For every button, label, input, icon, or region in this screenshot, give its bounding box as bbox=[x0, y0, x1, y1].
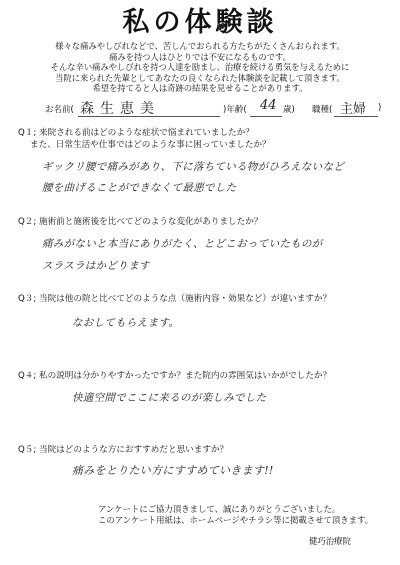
age-suffix: 歳) bbox=[283, 105, 295, 115]
answer-5-line-1: 痛みをとりたい方にすすめていきます!! bbox=[72, 464, 274, 477]
question-line: Q３; 当院は他の院と比べてどのような点（施術内容・効果など）が違いますか？ bbox=[18, 294, 332, 304]
question-2 bbox=[18, 216, 390, 228]
intro-line: 痛みを持つ人はひとりでは不安になるものです。 bbox=[109, 51, 291, 62]
age-value: 44 bbox=[260, 98, 277, 113]
question-5 bbox=[18, 444, 390, 456]
answer-1-line-2: 腰を曲げることができなくて最悪でした bbox=[42, 182, 237, 194]
clinic-name: 健巧治療院 bbox=[309, 536, 351, 546]
name-value: 森生恵美 bbox=[80, 101, 160, 117]
question-4 bbox=[18, 370, 390, 382]
name-label: お名前( bbox=[45, 105, 74, 115]
intro-text bbox=[20, 41, 380, 94]
intro-line: 様々な痛みやしびれなどで、苦しんでおられる方たちがたくさんおられます。 bbox=[55, 41, 345, 51]
answer-1-line-1: ギックリ腰で痛みがあり、下に落ちている物がひろえないなど bbox=[42, 161, 345, 173]
question-line: また、日常生活や仕事ではどのような事に困っていましたか？ bbox=[30, 140, 271, 150]
question-line: Q２; 施術前と施術後を比べてどのような変化がありましたか？ bbox=[18, 217, 263, 227]
answer-4-line-1: 快適空間でここに来るのが楽しみでした bbox=[72, 392, 267, 404]
thanks-note bbox=[98, 504, 373, 526]
name-underline bbox=[78, 115, 220, 117]
question-3 bbox=[18, 293, 390, 305]
age-underline bbox=[250, 115, 282, 117]
intro-line: 希望を持てると人は奇跡の結果を見せることがあります。 bbox=[92, 83, 308, 94]
job-close: ) bbox=[378, 103, 382, 113]
intro-line: 当院に来られた先輩としてあなたの良くなられた体験談を記載して頂きます。 bbox=[55, 72, 345, 83]
answer-3-line-1: なおしてもらえます。 bbox=[72, 317, 180, 329]
thanks-line: このアンケート用紙は、ホームページやチラシ等に掲載させて頂きます。 bbox=[98, 515, 374, 525]
answer-2-line-1: 痛みがないと本当にありがたく、とどこおっていたものが bbox=[42, 238, 323, 250]
respondent-info bbox=[0, 95, 400, 117]
question-line: Q４; 私の説明は分かりやすかったですか？また院内の雰囲気はいかがでしたか？ bbox=[18, 371, 332, 381]
question-line: Q５; 当院はどのような方におすすめだと思いますか？ bbox=[18, 445, 229, 455]
job-underline bbox=[334, 115, 378, 117]
job-label: 職種( bbox=[312, 105, 333, 115]
question-line: Q１; 来院される前はどのような症状で悩まれていましたか？ bbox=[18, 128, 254, 138]
age-label: )年齢( bbox=[223, 105, 247, 115]
intro-line: そんな辛い痛みやしびれを持つ人達を励まし、治療を続ける勇気を与えるために bbox=[50, 62, 350, 73]
answer-2-line-2: スラスラはかどります bbox=[42, 260, 150, 272]
job-value: 主婦 bbox=[340, 102, 367, 117]
page-title: 私の体験談 bbox=[122, 7, 278, 38]
question-1 bbox=[18, 127, 390, 151]
thanks-line: アンケートにご協力頂きまして、誠にありがとうございました。 bbox=[98, 504, 341, 514]
